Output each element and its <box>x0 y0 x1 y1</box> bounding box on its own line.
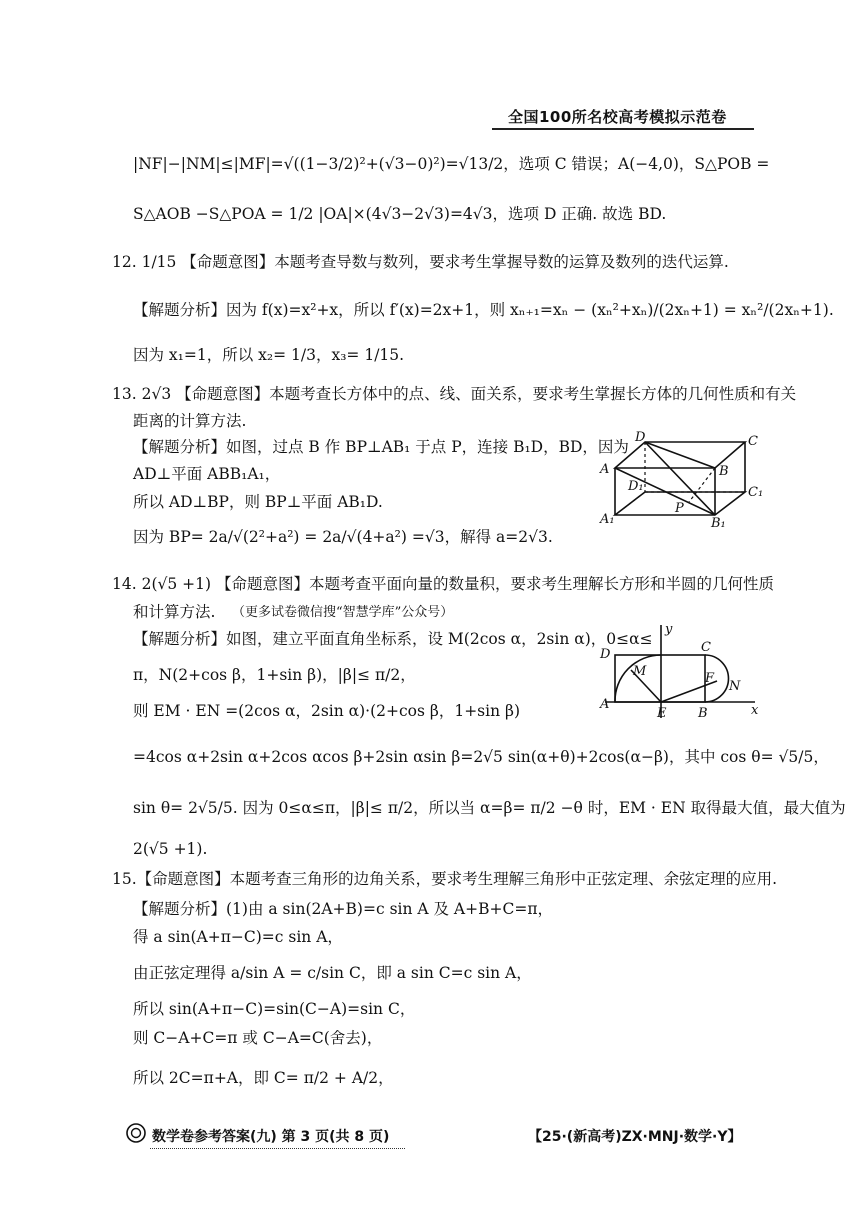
footer-left: 数学卷参考答案(九) 第 3 页(共 8 页) <box>152 1129 390 1145</box>
text-line: 距离的计算方法. <box>133 412 247 430</box>
fig2-label: F <box>705 671 715 686</box>
fig2-label: M <box>633 664 647 679</box>
wechat-note: （更多试卷微信搜“智慧学库”公众号） <box>232 605 454 620</box>
text-line: 由正弦定理得 a/sin A = c/sin C，即 a sin C=c sin A， <box>133 964 532 982</box>
page-header-title: 全国100所名校高考模拟示范卷 <box>508 108 727 126</box>
q14-heading: 14. 2(√5 +1) 【命题意图】本题考查平面向量的数量积，要求考生理解长方形和半圆的几何性质 <box>112 575 774 593</box>
text-line: S△AOB −S△POA = 1/2 |OA|×(4√3−2√3)=4√3，选项 D 正确. 故选 BD. <box>133 205 667 223</box>
fig1-label: D₁ <box>628 479 644 494</box>
q12-heading: 12. 1/15 【命题意图】本题考查导数与数列，要求考生掌握导数的运算及数列的迭代运算. <box>112 253 729 271</box>
fig1-label: B₁ <box>711 516 726 530</box>
text-line: AD⊥平面 ABB₁A₁， <box>133 465 281 483</box>
fig2-label: E <box>657 706 667 720</box>
text-line: 和计算方法. <box>133 603 216 621</box>
fig1-label: P <box>675 501 684 516</box>
fig1-label: B <box>719 464 729 479</box>
fig1-label: C₁ <box>748 485 764 500</box>
text-line: 【解题分析】如图，建立平面直角坐标系，设 M(2cos α，2sin α)，0≤α≤ <box>133 630 653 648</box>
text-line: 得 a sin(A+π−C)=c sin A， <box>133 928 343 946</box>
text-line: 因为 x₁=1，所以 x₂= 1/3，x₃= 1/15. <box>133 346 405 364</box>
footer-right: 【25·(新高考)ZX·MNJ·数学·Y】 <box>528 1129 742 1145</box>
text-line: π，N(2+cos β，1+sin β)，|β|≤ π/2， <box>133 666 416 684</box>
header-rule <box>492 128 754 130</box>
q13-heading: 13. 2√3 【命题意图】本题考查长方体中的点、线、面关系，要求考生掌握长方体的几何性质和有关 <box>112 385 797 403</box>
fig1-label: A₁ <box>600 512 615 527</box>
text-line: 所以 2C=π+A，即 C= π/2 + A/2， <box>133 1069 394 1087</box>
fig2-label: N <box>729 679 741 694</box>
fig1-label: D <box>635 430 646 445</box>
fig1-label: C <box>748 434 758 449</box>
text-line: 因为 BP= 2a/√(2²+a²) = 2a/√(4+a²) =√3，解得 a=2√3. <box>133 528 553 546</box>
semicircle-figure <box>595 620 763 720</box>
fig2-label: C <box>701 640 711 655</box>
text-line: sin θ= 2√5/5. 因为 0≤α≤π，|β|≤ π/2，所以当 α=β= π/2 −θ 时，EM · EN 取得最大值，最大值为 <box>133 799 846 817</box>
text-line: 2(√5 +1). <box>133 840 208 858</box>
publisher-logo-icon <box>125 1122 147 1144</box>
fig2-label: x <box>751 703 759 718</box>
fig1-label: A <box>600 462 610 477</box>
q15-heading: 15.【命题意图】本题考查三角形的边角关系，要求考生理解三角形中正弦定理、余弦定理的应用. <box>112 870 778 888</box>
text-line: =4cos α+2sin α+2cos αcos β+2sin αsin β=2√5 sin(α+θ)+2cos(α−β)，其中 cos θ= √5/5， <box>133 748 829 766</box>
text-line: 【解题分析】如图，过点 B 作 BP⊥AB₁ 于点 P，连接 B₁D，BD，因为 <box>133 438 629 456</box>
cuboid-figure <box>595 430 770 530</box>
fig2-label: B <box>698 706 708 720</box>
footer-rule <box>150 1147 405 1149</box>
fig2-label: y <box>665 622 673 637</box>
text-line: 所以 sin(A+π−C)=sin(C−A)=sin C， <box>133 1000 416 1018</box>
text-line: 所以 AD⊥BP，则 BP⊥平面 AB₁D. <box>133 493 383 511</box>
text-line: |NF|−|NM|≤|MF|=√((1−3/2)²+(√3−0)²)=√13/2，选项 C 错误；A(−4,0)，S△POB = <box>133 155 770 173</box>
fig2-label: D <box>600 647 611 662</box>
text-line: 则 EM · EN =(2cos α，2sin α)·(2+cos β，1+sin β) <box>133 702 521 720</box>
fig2-label: A <box>600 697 610 712</box>
text-line: 【解题分析】(1)由 a sin(2A+B)=c sin A 及 A+B+C=π， <box>133 900 554 918</box>
text-line: 则 C−A+C=π 或 C−A=C(舍去)， <box>133 1029 383 1047</box>
text-line: 【解题分析】因为 f(x)=x²+x，所以 f′(x)=2x+1，则 xₙ₊₁=xₙ − (xₙ²+xₙ)/(2xₙ+1) = xₙ²/(2xₙ+1). <box>133 301 834 319</box>
